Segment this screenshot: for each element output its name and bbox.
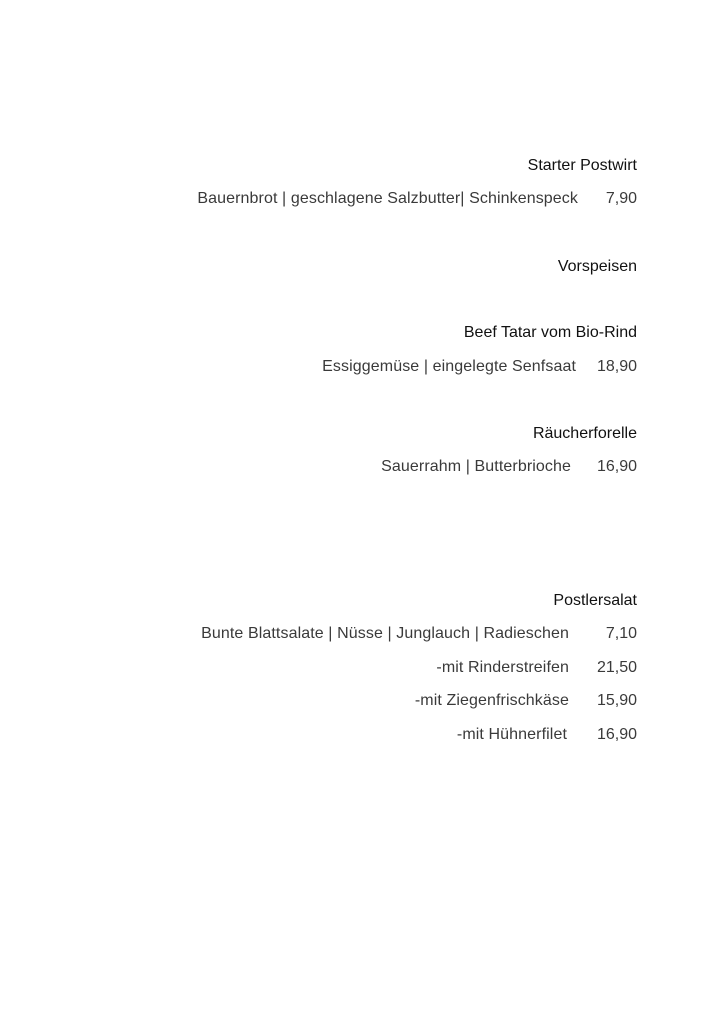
item-description: Sauerrahm | Butterbrioche bbox=[381, 458, 571, 475]
section-title: Starter Postwirt bbox=[527, 157, 637, 174]
item-price: 7,10 bbox=[605, 625, 637, 642]
item-price: 16,90 bbox=[596, 726, 637, 743]
item-price: 21,50 bbox=[596, 659, 637, 676]
item-price: 7,90 bbox=[605, 190, 637, 207]
item-description: -mit Ziegenfrischkäse bbox=[414, 692, 569, 709]
menu-item bbox=[0, 356, 724, 378]
menu-item bbox=[0, 456, 724, 478]
section-title: Vorspeisen bbox=[557, 258, 637, 275]
item-price: 18,90 bbox=[596, 358, 637, 375]
dish-title: Beef Tatar vom Bio-Rind bbox=[463, 324, 637, 341]
item-description: -mit Rinderstreifen bbox=[436, 659, 569, 676]
item-description: -mit Hühnerfilet bbox=[456, 726, 567, 743]
item-description: Bauernbrot | geschlagene Salzbutter| Schinkenspeck bbox=[197, 190, 578, 207]
item-description: Essiggemüse | eingelegte Senfsaat bbox=[322, 358, 576, 375]
dish-title: Postlersalat bbox=[553, 592, 637, 609]
item-price: 15,90 bbox=[596, 692, 637, 709]
item-price: 16,90 bbox=[596, 458, 637, 475]
menu-item-option bbox=[0, 724, 724, 746]
menu-item bbox=[0, 188, 724, 210]
menu-item-option bbox=[0, 690, 724, 712]
item-description: Bunte Blattsalate | Nüsse | Junglauch | Radieschen bbox=[201, 625, 569, 642]
dish-title: Räucherforelle bbox=[532, 425, 637, 442]
menu-item bbox=[0, 623, 724, 645]
menu-item-option bbox=[0, 657, 724, 679]
